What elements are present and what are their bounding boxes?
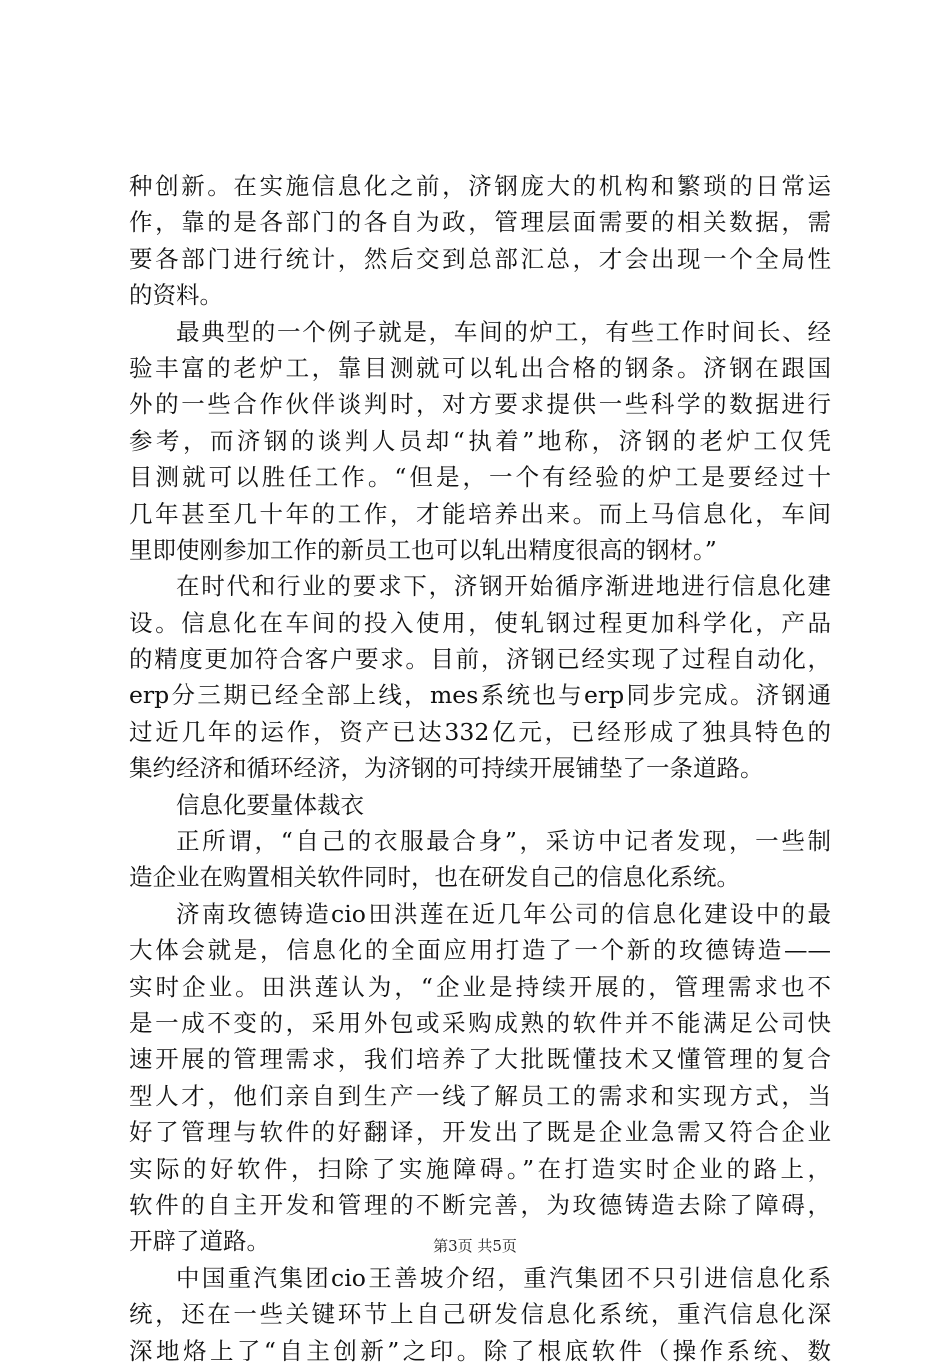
text-line: 在时代和行业的要求下，济钢开始循序渐进地进行信息化建 xyxy=(176,572,831,601)
text-line: 外的一些合作伙伴谈判时，对方要求提供一些科学的数据进行 xyxy=(129,390,831,419)
text-line: 速开展的管理需求，我们培养了大批既懂技术又懂管理的复合 xyxy=(129,1045,831,1074)
text-line: 作，靠的是各部门的各自为政，管理层面需要的相关数据，需 xyxy=(129,208,831,237)
text-line: 最典型的一个例子就是，车间的炉工，有些工作时间长、经 xyxy=(176,317,831,346)
text-line: 型人才，他们亲自到生产一线了解员工的需求和实现方式，当 xyxy=(129,1081,831,1110)
text-line: 开辟了道路。 xyxy=(129,1227,270,1256)
text-line: 好了管理与软件的好翻译，开发出了既是企业急需又符合企业 xyxy=(129,1118,831,1147)
text-line: 种创新。在实施信息化之前，济钢庞大的机构和繁琐的日常运 xyxy=(129,172,831,200)
text-line: 几年甚至几十年的工作，才能培养出来。而上马信息化，车间 xyxy=(129,499,831,528)
text-line: 集约经济和循环经济，为济钢的可持续开展铺垫了一条道路。 xyxy=(129,754,764,783)
text-line: 里即使刚参加工作的新员工也可以轧出精度很高的钢材。” xyxy=(129,535,717,564)
text-line: 目测就可以胜任工作。“但是，一个有经验的炉工是要经过十 xyxy=(129,463,831,492)
text-line: 设。信息化在车间的投入使用，使轧钢过程更加科学化，产品 xyxy=(129,608,831,637)
text-line: 造企业在购置相关软件同时，也在研发自己的信息化系统。 xyxy=(129,863,740,892)
text-line: 的资料。 xyxy=(129,281,223,310)
text-line: 正所谓，“自己的衣服最合身”，采访中记者发现，一些制 xyxy=(176,827,831,856)
text-line: 深地烙上了“自主创新”之印。除了根底软件（操作系统、数 xyxy=(129,1336,831,1365)
text-line: 济南玫德铸造cio田洪莲在近几年公司的信息化建设中的最 xyxy=(176,899,831,928)
text-line: 实际的好软件，扫除了实施障碍。”在打造实时企业的路上， xyxy=(129,1154,831,1183)
text-line: 验丰富的老炉工，靠目测就可以轧出合格的钢条。济钢在跟国 xyxy=(129,353,831,382)
document-body xyxy=(129,168,831,1369)
text-line: 过近几年的运作，资产已达332亿元，已经形成了独具特色的 xyxy=(129,717,831,746)
text-line: 实时企业。田洪莲认为，“企业是持续开展的，管理需求也不 xyxy=(129,972,831,1001)
page-number: 第3页 共5页 xyxy=(433,1237,517,1255)
text-line: 软件的自主开发和管理的不断完善，为玫德铸造去除了障碍， xyxy=(129,1190,831,1219)
text-line: 大体会就是，信息化的全面应用打造了一个新的玫德铸造—— xyxy=(129,936,831,965)
text-line: 是一成不变的，采用外包或采购成熟的软件并不能满足公司快 xyxy=(129,1008,831,1037)
text-line: 统，还在一些关键环节上自己研发信息化系统，重汽信息化深 xyxy=(129,1300,831,1329)
text-line: erp分三期已经全部上线，mes系统也与erp同步完成。济钢通 xyxy=(129,681,831,710)
text-line: 要各部门进行统计，然后交到总部汇总，才会出现一个全局性 xyxy=(129,244,831,273)
section-heading: 信息化要量体裁衣 xyxy=(176,790,364,819)
text-line: 中国重汽集团cio王善坡介绍，重汽集团不只引进信息化系 xyxy=(176,1263,831,1292)
text-line: 参考，而济钢的谈判人员却“执着”地称，济钢的老炉工仅凭 xyxy=(129,426,831,455)
text-line: 的精度更加符合客户要求。目前，济钢已经实现了过程自动化， xyxy=(129,645,831,674)
